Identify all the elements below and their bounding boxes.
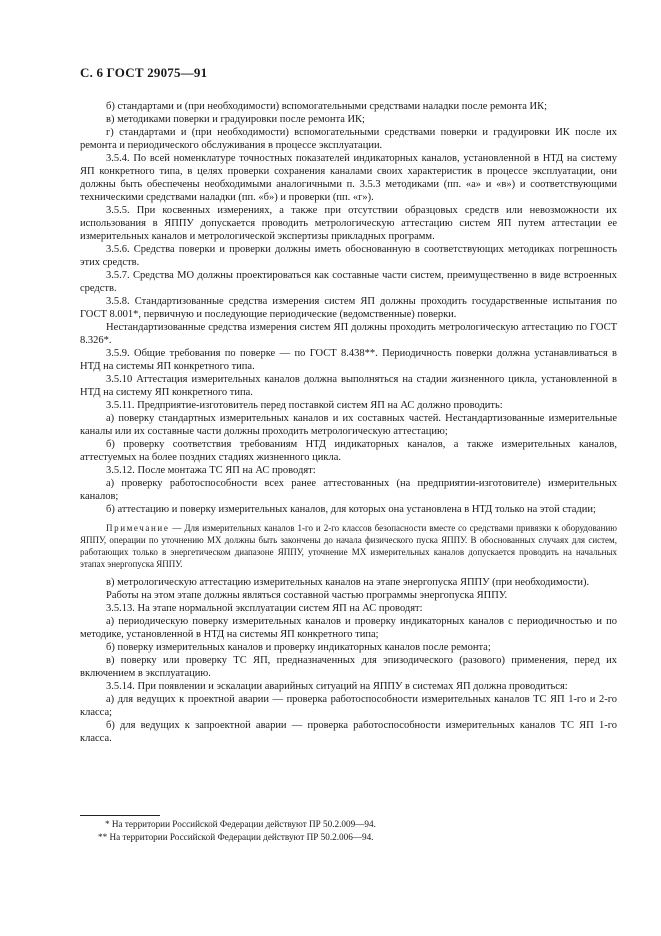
paragraph: а) проверку работоспособности всех ранее аттестованных (на предприятии-изготовителе) измерительных каналов; <box>80 478 617 502</box>
footnotes <box>80 818 617 844</box>
paragraph: в) метрологическую аттестацию измерительных каналов на этапе энергопуска ЯППУ (при необходимости). <box>106 577 590 588</box>
paragraph: в) методиками поверки и градуировки после ремонта ИК; <box>106 114 365 125</box>
paragraph: а) для ведущих к проектной аварии — проверка работоспособности измерительных каналов ТС ЯП 1-го и 2-го класса; <box>80 694 617 718</box>
paragraph: а) периодическую поверку измерительных каналов и проверку индикаторных каналов с периодичностью и по методике, установленной в НТД на системы ЯП конкретного типа; <box>80 616 617 640</box>
paragraph: 3.5.10 Аттестация измерительных каналов должна выполняться на стадии жизненного цикла, установленной в НТД на систему ЯП конкретного типа. <box>80 374 617 398</box>
paragraph: б) для ведущих к запроектной аварии — проверка работоспособности измерительных каналов ТС ЯП 1-го класса. <box>80 720 617 744</box>
note-label: Примечание <box>106 523 170 533</box>
paragraph: г) стандартами и (при необходимости) вспомогательными средствами поверки и градуировки ИК после их ремонта и периодического обслуживания в процессе эксплуатации. <box>80 127 617 151</box>
paragraph: б) аттестацию и поверку измерительных каналов, для которых она установлена в НТД только на этой стадии; <box>106 504 596 515</box>
paragraph: 3.5.6. Средства поверки и проверки должны иметь обоснованную в соответствующих методиках погрешность этих средств. <box>80 244 617 268</box>
paragraph: 3.5.5. При косвенных измерениях, а также при отсутствии образцовых средств или невозможности их использования в ЯППУ допускается проводить метрологическую аттестацию систем ЯП путем аттестации ее измерительных каналов и метрологической экспертизы прикладных программ. <box>80 205 617 242</box>
paragraph: Нестандартизованные средства измерения систем ЯП должны проходить метрологическую аттестацию по ГОСТ 8.326*. <box>80 322 617 346</box>
paragraph: 3.5.12. После монтажа ТС ЯП на АС проводят: <box>106 465 316 476</box>
document-body <box>80 100 617 745</box>
page-header: С. 6 ГОСТ 29075—91 <box>80 65 208 80</box>
paragraph: 3.5.7. Средства МО должны проектироваться как составные части систем, преимущественно в виде встроенных средств. <box>80 270 617 294</box>
paragraph: Работы на этом этапе должны являться составной частью программы энергопуска ЯППУ. <box>106 590 508 601</box>
paragraph: б) проверку соответствия требованиям НТД индикаторных каналов, а также измерительных каналов, аттестуемых на более поздних стадиях жизненного цикла. <box>80 439 617 463</box>
paragraph: 3.5.4. По всей номенклатуре точностных показателей индикаторных каналов, установленной в НТД на систему ЯП конкретного типа, в целях проверки сохранения каналами своих характеристик в процессе эксплуатации, они должны быть обеспечены необходимыми аналогичными п. 3.5.3 методиками (пп. «а» и «в») и соответствующими техническими средствами наладки (пп. «б») и проверки (пп. «г»). <box>80 153 617 203</box>
footnote: * На территории Российской Федерации действуют ПР 50.2.009—94. <box>105 819 376 829</box>
paragraph: 3.5.9. Общие требования по поверке — по ГОСТ 8.438**. Периодичность поверки должна устанавливаться в НТД на системы ЯП конкретного типа. <box>80 348 617 372</box>
note <box>80 522 617 570</box>
paragraph: 3.5.14. При появлении и эскалации аварийных ситуаций на ЯППУ в системах ЯП должна проводиться: <box>106 681 568 692</box>
paragraph: 3.5.8. Стандартизованные средства измерения систем ЯП должны проходить государственные испытания по ГОСТ 8.001*, первичную и последующие периодические (ведомственные) поверки. <box>80 296 617 320</box>
paragraph: в) поверку или проверку ТС ЯП, предназначенных для эпизодического (разового) применения, перед их включением в эксплуатацию. <box>80 655 617 679</box>
footnote: ** На территории Российской Федерации действуют ПР 50.2.006—94. <box>98 832 374 842</box>
footnote-divider <box>80 815 160 816</box>
paragraph: 3.5.13. На этапе нормальной эксплуатации систем ЯП на АС проводят: <box>106 603 423 614</box>
paragraph: 3.5.11. Предприятие-изготовитель перед поставкой систем ЯП на АС должно проводить: <box>106 400 503 411</box>
note-text: — Для измерительных каналов 1-го и 2-го классов безопасности вместе со средствами привязки к оборудованию ЯППУ, операции по уточнению МХ должны быть закончены до начала физического пуска ЯППУ. В обоснованных случаях для систем, работающих только в энергетическом диапазоне ЯППУ, уточнение МХ измерительных каналов допускается проводить на начальных этапах энергопуска ЯППУ. <box>80 523 617 569</box>
paragraph: б) стандартами и (при необходимости) вспомогательными средствами наладки после ремонта ИК; <box>106 101 547 112</box>
paragraph: б) поверку измерительных каналов и проверку индикаторных каналов после ремонта; <box>106 642 491 653</box>
paragraph: а) поверку стандартных измерительных каналов и их составных частей. Нестандартизованные измерительные каналы или их составные части должны проходить метрологическую аттестацию; <box>80 413 617 437</box>
